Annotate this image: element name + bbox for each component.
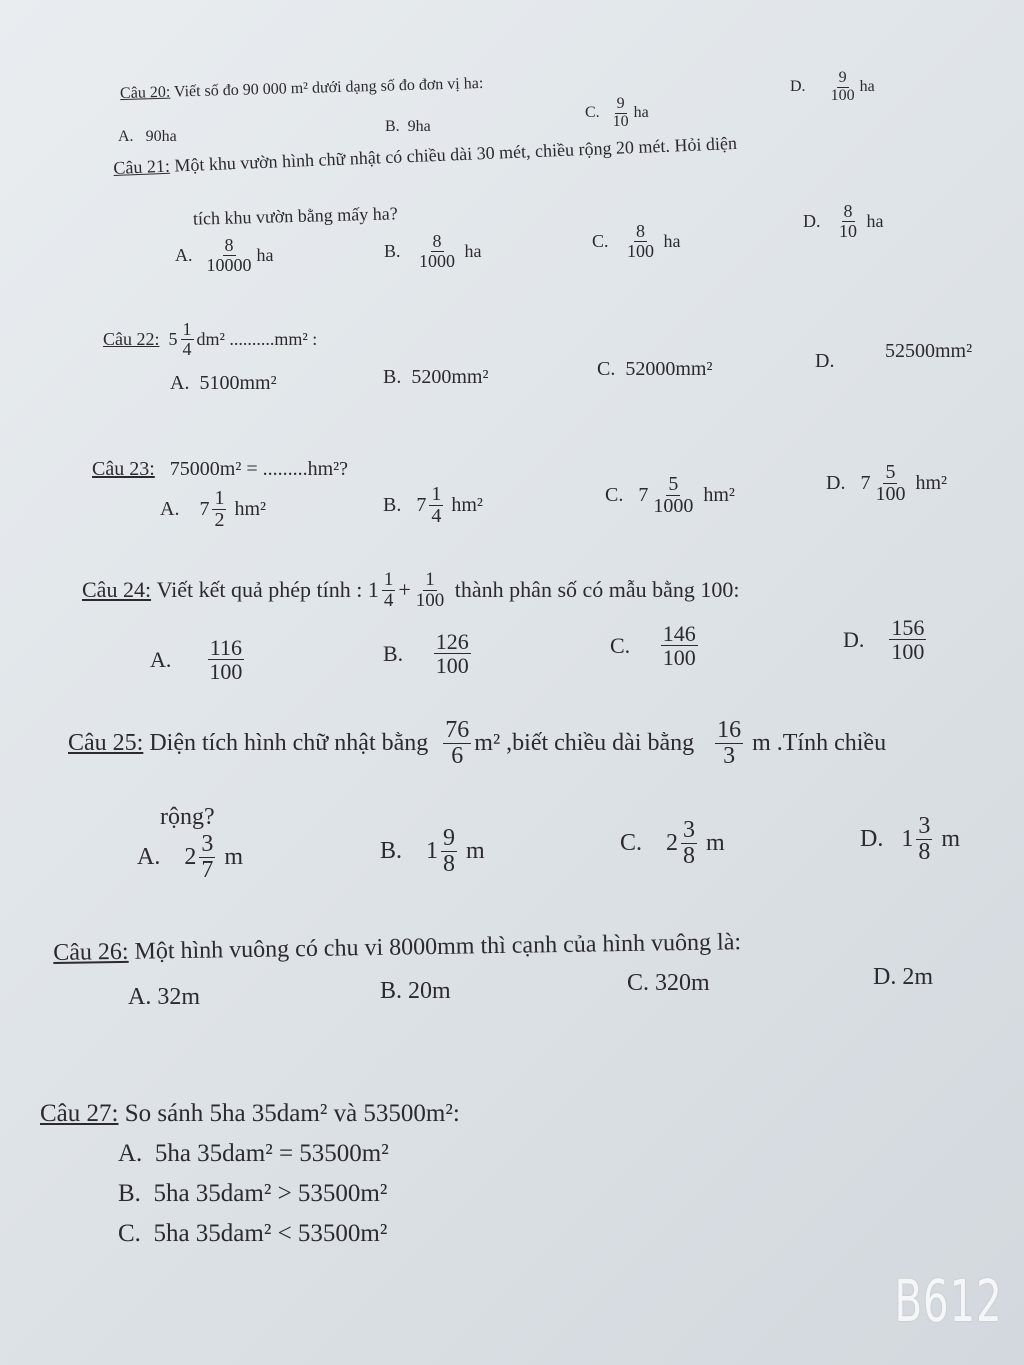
q27-option-c[interactable]: C. 5ha 35dam² < 53500m² (118, 1220, 388, 1247)
question-27 (40, 1100, 460, 1128)
q23-option-b[interactable]: B. 7 $\frac{1}{4}$ hm² (383, 483, 483, 527)
q20-option-b[interactable]: B. 9ha (385, 118, 431, 135)
fraction: $\frac{8}{100}$ (627, 221, 655, 261)
question-text: Viết kết quả phép tính : 1 (156, 577, 379, 603)
question-text: 75000m² = .........hm²? (169, 458, 349, 480)
question-21-line2: tích khu vườn bằng mấy ha? (192, 203, 398, 229)
question-26 (53, 929, 741, 967)
q21-option-b[interactable]: B. $\frac{8}{1000}$ ha (384, 231, 482, 271)
question-25-line2: rộng? (160, 804, 215, 830)
q25-option-a[interactable]: A. 2 $\frac{3}{7}$ m (137, 831, 244, 884)
question-text: Một hình vuông có chu vi 8000mm thì cạnh của hình vuông là: (134, 929, 742, 965)
question-text: Một khu vườn hình chữ nhật có chiều dài 30 mét, chiều rộng 20 mét. Hỏi diện (173, 132, 738, 176)
question-label: Câu 25: (68, 730, 144, 757)
fraction: $\frac{8}{10000}$ (206, 235, 252, 275)
q25-option-c[interactable]: C. 2 $\frac{3}{8}$ m (620, 817, 725, 870)
question-20 (120, 75, 484, 103)
fraction: $\frac{8}{10}$ (839, 201, 857, 241)
q23-option-c[interactable]: C. 7 $\frac{5}{1000}$ hm² (605, 473, 735, 517)
fraction: $\frac{9}{10}$ (612, 95, 629, 130)
question-label: Câu 26: (53, 938, 129, 966)
question-label: Câu 23: (92, 458, 155, 480)
question-21 (113, 133, 737, 179)
question-text: So sánh 5ha 35dam² và 53500m²: (124, 1100, 460, 1127)
question-label: Câu 22: (103, 328, 160, 349)
q26-option-c[interactable]: C. 320m (627, 970, 710, 996)
q26-option-b[interactable]: B. 20m (380, 978, 451, 1004)
q21-option-d[interactable]: D. $\frac{8}{10}$ ha (803, 201, 884, 241)
question-label: Câu 20: (119, 83, 171, 103)
question-23 (92, 458, 348, 481)
q22-option-d[interactable]: D. (815, 350, 835, 372)
q24-option-c[interactable]: C. $\frac{146}{100}$ (610, 621, 696, 671)
q24-option-b[interactable]: B. $\frac{126}{100}$ (383, 629, 469, 679)
q21-option-a[interactable]: A. $\frac{8}{10000}$ ha (175, 235, 274, 275)
q25-option-d[interactable]: D. 1 $\frac{3}{8}$ m (860, 813, 961, 866)
mixed-number: 5 $\frac{1}{4}$ (168, 319, 192, 359)
q20-option-a[interactable]: A. 90ha (118, 128, 177, 145)
q26-option-d[interactable]: D. 2m (873, 964, 933, 990)
fraction: $\frac{8}{1000}$ (419, 231, 456, 271)
question-25: Câu 25: Diện tích hình chữ nhật bằng $\frac{76}{6}$ m² ,biết chiều dài bằng $\frac{16}{3}$ m .Tính chiều (68, 717, 887, 770)
question-text: Viết số đo 90 000 m² dưới dạng số đo đơn vị ha: (173, 74, 484, 101)
q25-option-b[interactable]: B. 1 $\frac{9}{8}$ m (380, 825, 485, 878)
q22-option-c[interactable]: C. 52000mm² (597, 358, 713, 380)
question-24: Câu 24: Viết kết quả phép tính : 1 $\frac{1}{4}$ + $\frac{1}{100}$ thành phân số có mẫu bằng 100: (82, 569, 740, 611)
q22-option-b[interactable]: B. 5200mm² (383, 366, 489, 388)
question-label: Câu 24: (82, 577, 152, 603)
q27-option-b[interactable]: B. 5ha 35dam² > 53500m² (118, 1180, 388, 1207)
q22-option-a[interactable]: A. 5100mm² (170, 372, 277, 394)
q20-option-d[interactable]: D. $\frac{9}{100}$ ha (790, 69, 875, 104)
question-text: Diện tích hình chữ nhật bằng (149, 730, 429, 757)
q24-option-a[interactable]: A. $\frac{116}{100}$ (150, 635, 243, 685)
q20-option-c[interactable]: C. $\frac{9}{10}$ ha (585, 95, 649, 130)
q24-option-d[interactable]: D. $\frac{156}{100}$ (843, 615, 925, 665)
q26-option-a[interactable]: A. 32m (128, 984, 200, 1010)
question-label: Câu 27: (40, 1100, 119, 1127)
q23-option-a[interactable]: A. 7 $\frac{1}{2}$ hm² (160, 487, 267, 531)
question-22: Câu 22: 5 $\frac{1}{4}$ dm² ..........mm² : (103, 319, 318, 359)
question-label: Câu 21: (113, 155, 171, 178)
q21-option-c[interactable]: C. $\frac{8}{100}$ ha (592, 221, 681, 261)
fraction: $\frac{9}{100}$ (830, 69, 855, 104)
watermark: B612 (893, 1267, 1002, 1335)
q22-option-d-value: 52500mm² (885, 340, 973, 362)
q27-option-a[interactable]: A. 5ha 35dam² = 53500m² (118, 1140, 389, 1167)
q23-option-d[interactable]: D. 7 $\frac{5}{100}$ hm² (826, 461, 948, 505)
